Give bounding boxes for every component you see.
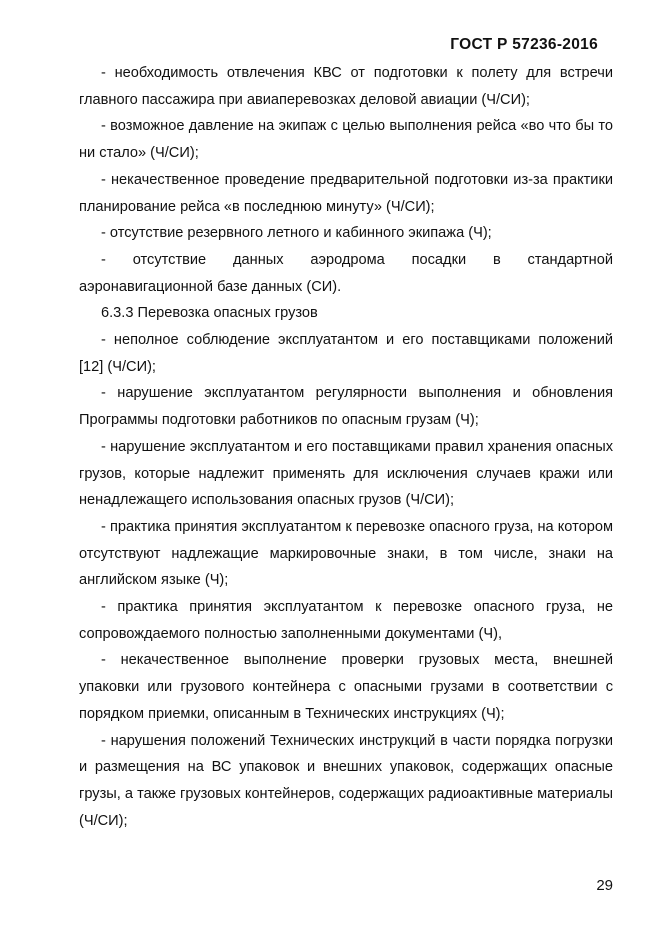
page-number: 29 [596, 877, 613, 894]
paragraph: - нарушения положений Технических инструкций в части порядка погрузки и размещения на ВС упаковок и внешних упаковок, содержащих опасные грузы, а также грузовых контейнеров, содержащих радиоактивные материалы (Ч/СИ); [79, 732, 613, 829]
document-header: ГОСТ Р 57236-2016 [450, 36, 598, 53]
paragraph: - необходимость отвлечения КВС от подготовки к полету для встречи главного пассажира при авиаперевозках деловой авиации (Ч/СИ); [79, 65, 613, 108]
paragraph: - нарушение эксплуатантом и его поставщиками правил хранения опасных грузов, которые надлежит применять для исключения случаев кражи или ненадлежащего использования опасных грузов (Ч/СИ); [79, 438, 613, 509]
paragraph: - неполное соблюдение эксплуатантом и его поставщиками положений [12] (Ч/СИ); [79, 332, 613, 375]
paragraph: - некачественное выполнение проверки грузовых места, внешней упаковки или грузового контейнера с опасными грузами в соответствии с порядком приемки, описанным в Технических инструкциях (Ч); [79, 652, 613, 722]
paragraph: - нарушение эксплуатантом регулярности выполнения и обновления Программы подготовки работников по опасным грузам (Ч); [79, 385, 613, 429]
paragraph: - практика принятия эксплуатантом к перевозке опасного груза, на котором отсутствуют надлежащие маркировочные знаки, в том числе, знаки на английском языке (Ч); [79, 518, 613, 589]
document-body [79, 60, 613, 834]
section-heading: 6.3.3 Перевозка опасных грузов [101, 305, 318, 322]
paragraph: - возможное давление на экипаж с целью выполнения рейса «во что бы то ни стало» (Ч/СИ); [79, 118, 613, 162]
paragraph: - отсутствие данных аэродрома посадки в стандартной аэронавигационной базе данных (СИ). [79, 251, 613, 295]
paragraph: - некачественное проведение предварительной подготовки из-за практики планирование рейса «в последнюю минуту» (Ч/СИ); [79, 171, 613, 215]
paragraph: - отсутствие резервного летного и кабинного экипажа (Ч); [101, 225, 492, 242]
paragraph: - практика принятия эксплуатантом к перевозке опасного груза, не сопровождаемого полностью заполненными документами (Ч), [79, 599, 613, 642]
